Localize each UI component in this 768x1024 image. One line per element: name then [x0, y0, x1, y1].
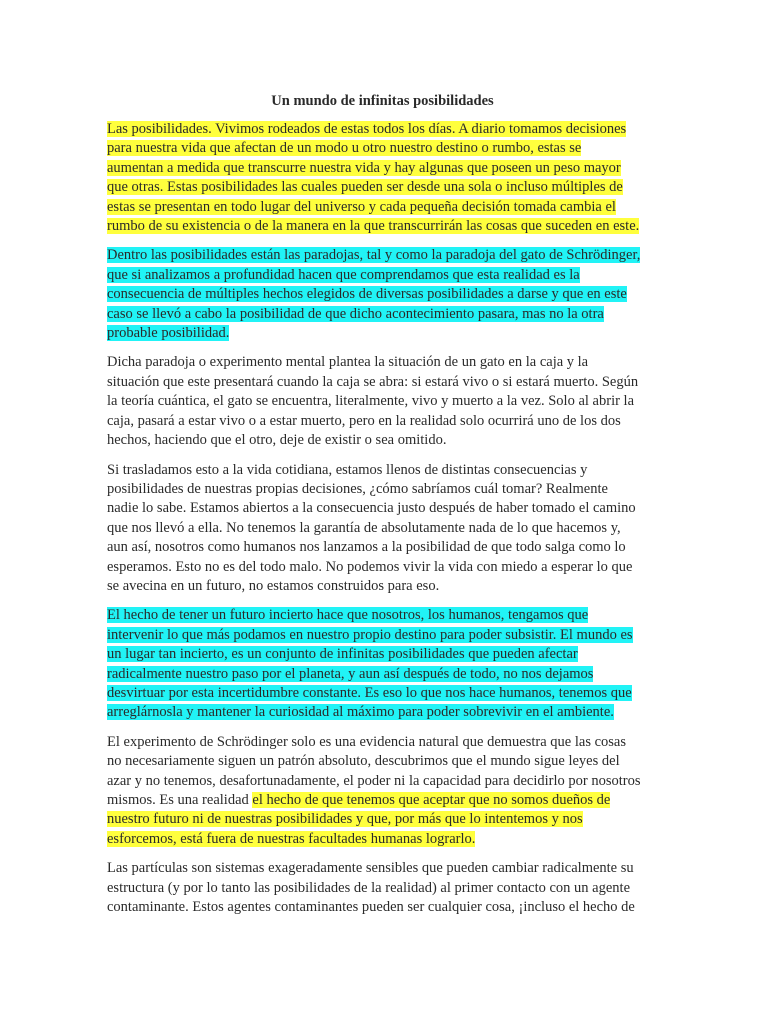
paragraph-3: [107, 353, 658, 450]
paragraph-2: [107, 246, 658, 343]
text-line: desvirtuar por esta incertidumbre constante. Es eso lo que nos hace humanos, tenemos que: [107, 684, 632, 701]
text-line: esperamos. Esto no es del todo malo. No podemos vivir la vida con miedo a esperar lo que: [107, 558, 633, 575]
text-line: probable posibilidad.: [107, 325, 230, 342]
text-line: situación que este presentará cuando la caja se abra: si estará vivo o si estará muerto. Según: [107, 373, 639, 390]
text-line: se avecina en un futuro, no estamos construidos para eso.: [107, 577, 440, 594]
text-line: Dentro las posibilidades están las paradojas, tal y como la paradoja del gato de Schrödinger,: [107, 247, 641, 264]
paragraph-6: [107, 733, 658, 849]
text-line: El hecho de tener un futuro incierto hace que nosotros, los humanos, tengamos que: [107, 607, 589, 624]
paragraph-7: [107, 859, 658, 917]
text-line: para nuestra vida que afectan de un modo u otro nuestro destino o rumbo, estas se: [107, 140, 582, 157]
text-line: mismos. Es una realidad el hecho de que tenemos que aceptar que no somos dueños de: [107, 792, 611, 808]
text-line: nadie lo sabe. Estamos abiertos a la consecuencia justo después de haber tomado el camino: [107, 500, 636, 517]
text-line: posibilidades de nuestras propias decisiones, ¿cómo sabríamos cuál tomar? Realmente: [107, 480, 608, 497]
text-line: Dicha paradoja o experimento mental plantea la situación de un gato en la caja y la: [107, 354, 589, 371]
text-line: que nos llevó a ella. No tenemos la garantía de absolutamente nada de lo que hacemos y,: [107, 519, 621, 536]
paragraph-1: [107, 120, 658, 236]
text-line: rumbo de su existencia o de la manera en la que transcurrirán las cosas que suceden en este.: [107, 218, 640, 235]
highlighted-text: el hecho de que tenemos que aceptar que no somos dueños de: [252, 792, 611, 808]
text-line: que otras. Estas posibilidades las cuales pueden ser desde una sola o incluso múltiples de: [107, 179, 623, 196]
text-line: Las partículas son sistemas exageradamente sensibles que pueden cambiar radicalmente su: [107, 860, 634, 877]
text-line: [107, 810, 658, 829]
highlighted-text: esforcemos, está fuera de nuestras facultades humanas lograrlo.: [107, 830, 476, 847]
text-line: radicalmente nuestro paso por el planeta, y aun así después de todo, no nos dejamos: [107, 665, 594, 682]
paragraph-5: [107, 606, 658, 722]
text-line: Si trasladamos esto a la vida cotidiana, estamos llenos de distintas consecuencias y: [107, 461, 588, 478]
text-line: intervenir lo que más podamos en nuestro propio destino para poder subsistir. El mundo es: [107, 626, 633, 643]
text-line: la teoría cuántica, el gato se encuentra, literalmente, vivo y muerto a la vez. Solo al abrir la: [107, 393, 635, 410]
text-line: contaminante. Estos agentes contaminantes pueden ser cualquier cosa, ¡incluso el hecho de: [107, 899, 635, 916]
highlighted-text: nuestro futuro ni de nuestras posibilidades y que, por más que lo intentemos y nos: [107, 811, 583, 828]
text-line: El experimento de Schrödinger solo es una evidencia natural que demuestra que las cosas: [107, 733, 627, 750]
text-line: hechos, haciendo que el otro, deje de existir o sea omitido.: [107, 432, 447, 449]
document-title: Un mundo de infinitas posibilidades: [271, 93, 494, 109]
text-line: azar y no tenemos, desafortunadamente, el poder ni la capacidad para decidirlo por nosotros: [107, 772, 641, 789]
text-line: Las posibilidades. Vivimos rodeados de estas todos los días. A diario tomamos decisiones: [107, 121, 627, 137]
text-line: aumentan a medida que transcurre nuestra vida y hay algunas que poseen un peso mayor: [107, 159, 621, 176]
text-line: estructura (y por lo tanto las posibilidades de la realidad) al primer contacto con un agente: [107, 879, 631, 896]
text-line: [107, 830, 658, 849]
text-line: que si analizamos a profundidad hacen que comprendamos que esta realidad es la: [107, 266, 580, 283]
text-line: estas se presentan en todo lugar del universo y cada pequeña decisión tomada cambia el: [107, 198, 616, 215]
text-line: caja, pasará a estar vivo o a estar muerto, pero en la realidad solo ocurrirá uno de los dos: [107, 412, 621, 429]
text-line: arreglárnosla y mantener la curiosidad al máximo para poder sobrevivir en el ambiente.: [107, 704, 614, 721]
paragraph-4: [107, 461, 658, 597]
text-line: consecuencia de múltiples hechos elegidos de diversas posibilidades a darse y que en este: [107, 286, 627, 303]
text-line: aun así, nosotros como humanos nos lanzamos a la posibilidad de que todo salga como lo: [107, 539, 626, 556]
text-line: no necesariamente siguen un patrón absoluto, descubrimos que el mundo sigue leyes del: [107, 753, 620, 770]
text-line: caso se llevó a cabo la posibilidad de que dicho acontecimiento pasara, mas no la otra: [107, 305, 604, 322]
text-line: un lugar tan incierto, es un conjunto de infinitas posibilidades que pueden afectar: [107, 646, 578, 663]
